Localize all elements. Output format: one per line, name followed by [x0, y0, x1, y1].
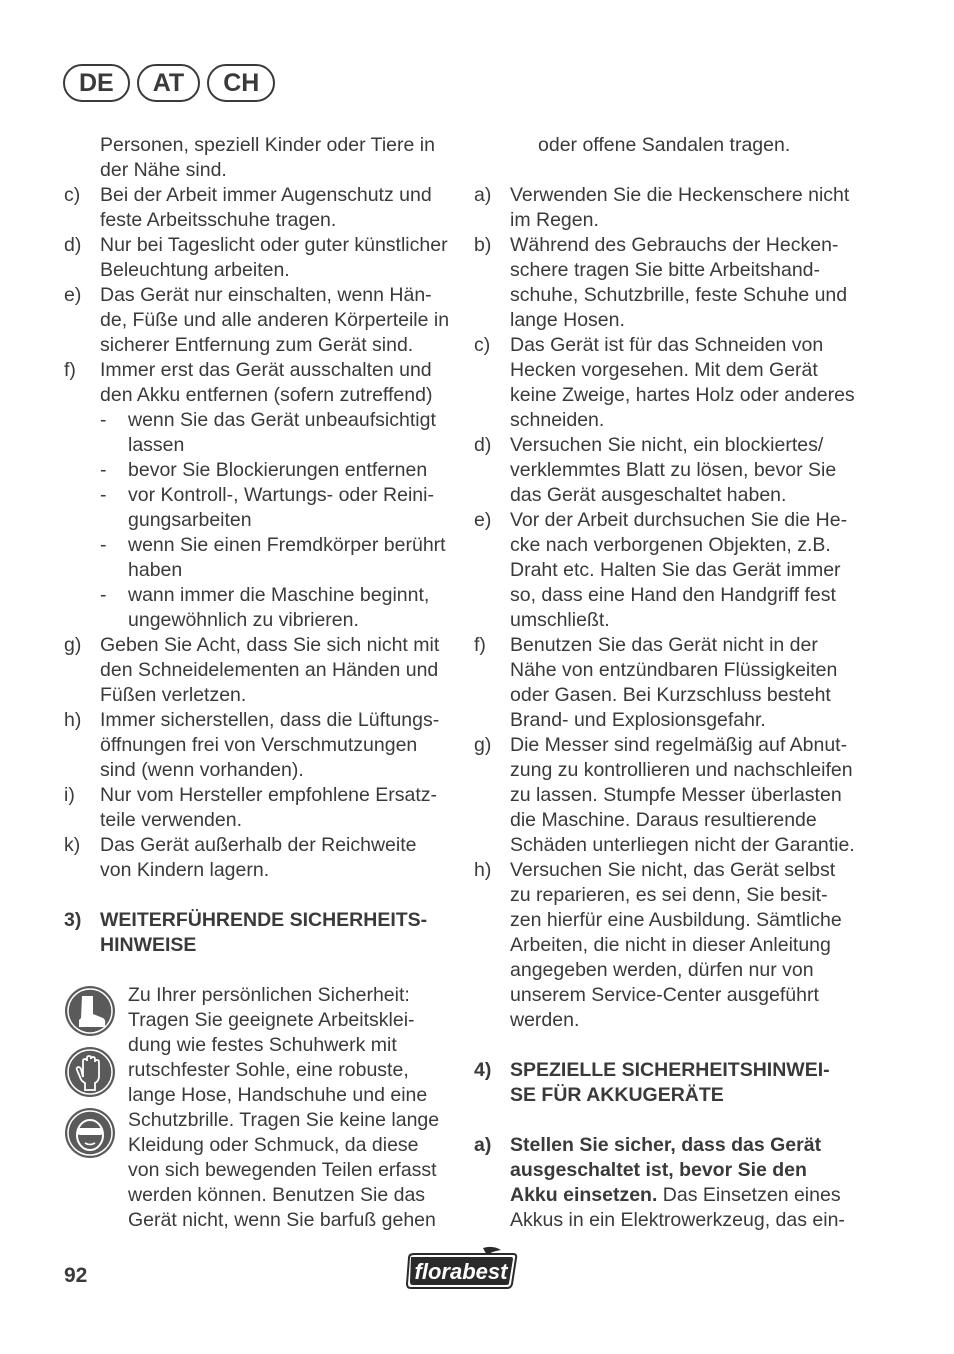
list-item-i [64, 783, 454, 833]
ppe-icons [64, 983, 128, 1233]
item-label: b) [474, 234, 492, 256]
text-line: wann immer die Maschine beginnt, [128, 584, 430, 606]
text-line: wenn Sie das Gerät unbeaufsichtigt [128, 409, 436, 431]
item-label: i) [64, 784, 75, 806]
dash-marker: - [100, 459, 107, 481]
text-line: Personen, speziell Kinder oder Tiere in [100, 134, 435, 156]
item-label: c) [474, 334, 491, 356]
text-line: Geben Sie Acht, dass Sie sich nicht mit [100, 634, 440, 656]
text-line: Versuchen Sie nicht, ein blockiertes/ [510, 434, 824, 456]
text-line: werden. [510, 1009, 580, 1031]
text-line: feste Arbeitsschuhe tragen. [100, 209, 337, 231]
text-line: Verwenden Sie die Heckenschere nicht [510, 184, 850, 206]
dash-marker: - [100, 534, 107, 556]
text-line: Das Gerät nur einschalten, wenn Hän- [100, 284, 432, 306]
text-line: Vor der Arbeit durchsuchen Sie die He- [510, 509, 848, 531]
text-line: Nur bei Tageslicht oder guter künstlicher [100, 234, 448, 256]
brand-logo [405, 1246, 519, 1290]
text-line: sicherer Entfernung zum Gerät sind. [100, 334, 414, 356]
heading-line: SPEZIELLE SICHERHEITSHINWEI- [510, 1059, 830, 1081]
list-item-g [64, 633, 454, 708]
list-item-f [64, 358, 454, 408]
text-line: Das Gerät außerhalb der Reichweite [100, 834, 417, 856]
text-line: Akkus in ein Elektrowerkzeug, das ein- [510, 1209, 845, 1231]
text-line: Die Messer sind regelmäßig auf Abnut- [510, 734, 848, 756]
bold-fragment: Akku einsetzen. [510, 1184, 658, 1206]
text-line: Schäden unterliegen nicht der Garantie. [510, 834, 855, 856]
text-line: Draht etc. Halten Sie das Gerät immer [510, 559, 841, 581]
section-heading-3 [64, 908, 454, 958]
text-line: Gerät nicht, wenn Sie barfuß gehen [128, 1209, 436, 1231]
text-line: umschließt. [510, 609, 610, 631]
text-line: so, dass eine Hand den Handgriff fest [510, 584, 836, 606]
safety-block [64, 983, 454, 1233]
dash-marker: - [100, 584, 107, 606]
item-label: g) [474, 734, 492, 756]
list-item-d [64, 233, 454, 283]
intro-text: oder offene Sandalen tragen. [538, 134, 791, 156]
text-line: das Gerät ausgeschaltet haben. [510, 484, 787, 506]
text-line: Zu Ihrer persönlichen Sicherheit: [128, 984, 410, 1006]
text-line: oder Gasen. Bei Kurzschluss besteht [510, 684, 831, 706]
text-line: schuhe, Schutzbrille, feste Schuhe und [510, 284, 848, 306]
text-line: den Schneidelementen an Händen und [100, 659, 439, 681]
list-item-g [474, 733, 874, 858]
item-label: e) [64, 284, 82, 306]
goggles-icon [64, 1107, 116, 1159]
text-line: bevor Sie Blockierungen entfernen [128, 459, 428, 481]
sub-item [64, 533, 454, 583]
item-label: d) [64, 234, 82, 256]
normal-fragment: Das Einsetzen eines [657, 1184, 841, 1206]
item-label: c) [64, 184, 81, 206]
text-line: von sich bewegenden Teilen erfasst [128, 1159, 437, 1181]
page-number: 92 [64, 1264, 88, 1287]
text-line: lassen [128, 434, 185, 456]
item-label: k) [64, 834, 81, 856]
text-line: Kleidung oder Schmuck, da diese [128, 1134, 419, 1156]
text-line: zu reparieren, es sei denn, Sie besit- [510, 884, 828, 906]
text-line: ungewöhnlich zu vibrieren. [128, 609, 359, 631]
text-line: von Kindern lagern. [100, 859, 270, 881]
list-item-a [474, 183, 874, 233]
list-item-h [474, 858, 874, 1033]
list-item-d [474, 433, 874, 508]
heading-line: WEITERFÜHRENDE SICHERHEITS- [100, 909, 428, 931]
text-line: sind (wenn vorhanden). [100, 759, 304, 781]
text-line: zen hierfür eine Ausbildung. Sämtliche [510, 909, 842, 931]
text-line: Benutzen Sie das Gerät nicht in der [510, 634, 818, 656]
text-line: Brand- und Explosionsgefahr. [510, 709, 766, 731]
item-label: g) [64, 634, 82, 656]
text-line: Nähe von entzündbaren Flüssigkeiten [510, 659, 838, 681]
section-number: 3) [64, 909, 82, 931]
text-line: dung wie festes Schuhwerk mit [128, 1034, 397, 1056]
section-number: 4) [474, 1059, 492, 1081]
text-line: gungsarbeiten [128, 509, 252, 531]
list-item-c [64, 183, 454, 233]
list-item-c [474, 333, 874, 433]
boot-icon [64, 985, 116, 1037]
sub-item [64, 408, 454, 458]
item-label: a) [474, 1134, 492, 1156]
text-line: der Nähe sind. [100, 159, 227, 181]
item-label: f) [474, 634, 486, 656]
badge-at: AT [137, 64, 200, 102]
text-line: wenn Sie einen Fremdkörper berührt [128, 534, 446, 556]
item-label: f) [64, 359, 76, 381]
heading-line: SE FÜR AKKUGERÄTE [510, 1084, 724, 1106]
text-line: werden können. Benutzen Sie das [128, 1184, 426, 1206]
text-line: Immer erst das Gerät ausschalten und [100, 359, 432, 381]
badge-de: DE [63, 64, 130, 102]
item-label: h) [474, 859, 492, 881]
sub-item [64, 583, 454, 633]
item-label: e) [474, 509, 492, 531]
heading-line: HINWEISE [100, 934, 197, 956]
text-line: vor Kontroll-, Wartungs- oder Reini- [128, 484, 434, 506]
glove-icon [64, 1046, 116, 1098]
text-line: rutschfester Sohle, eine robuste, [128, 1059, 409, 1081]
text-line: Hecken vorgesehen. Mit dem Gerät [510, 359, 818, 381]
list-item-e [64, 283, 454, 358]
text-line: schere tragen Sie bitte Arbeitshand- [510, 259, 821, 281]
list-item-b [474, 233, 874, 333]
sub-item [64, 483, 454, 533]
text-line: die Maschine. Daraus resultierende [510, 809, 817, 831]
text-line: angegeben werden, dürfen nur von [510, 959, 814, 981]
text-line: Nur vom Hersteller empfohlene Ersatz- [100, 784, 438, 806]
text-line: zu lassen. Stumpfe Messer überlasten [510, 784, 842, 806]
text-line: Während des Gebrauchs der Hecken- [510, 234, 839, 256]
intro-text [64, 133, 454, 183]
text-line: lange Hose, Handschuhe und eine [128, 1084, 428, 1106]
item-label: a) [474, 184, 492, 206]
text-line: lange Hosen. [510, 309, 625, 331]
list-item-e [474, 508, 874, 633]
text-line: Immer sicherstellen, dass die Lüftungs- [100, 709, 440, 731]
language-badges [63, 64, 275, 102]
text-line: de, Füße und alle anderen Körperteile in [100, 309, 450, 331]
list-item-h [64, 708, 454, 783]
right-column [474, 133, 874, 1233]
list-item-f [474, 633, 874, 733]
sub-item [64, 458, 454, 483]
brand-name: florabest [414, 1259, 508, 1284]
left-column [64, 133, 454, 1233]
text-line: keine Zweige, hartes Holz oder anderes [510, 384, 855, 406]
text-line: verklemmtes Blatt zu lösen, bevor Sie [510, 459, 837, 481]
text-line: im Regen. [510, 209, 599, 231]
safety-text [128, 983, 454, 1233]
text-line: Versuchen Sie nicht, das Gerät selbst [510, 859, 836, 881]
text-line: teile verwenden. [100, 809, 243, 831]
text-line: den Akku entfernen (sofern zutreffend) [100, 384, 433, 406]
bold-line: Stellen Sie sicher, dass das Gerät [510, 1134, 822, 1156]
text-line: schneiden. [510, 409, 605, 431]
dash-marker: - [100, 484, 107, 506]
text-line: Das Gerät ist für das Schneiden von [510, 334, 824, 356]
list-item-k [64, 833, 454, 883]
text-line: Tragen Sie geeignete Arbeitsklei- [128, 1009, 415, 1031]
text-line: öffnungen frei von Verschmutzungen [100, 734, 418, 756]
dash-marker: - [100, 409, 107, 431]
text-line: zung zu kontrollieren und nachschleifen [510, 759, 853, 781]
section-heading-4 [474, 1058, 874, 1108]
text-line: Bei der Arbeit immer Augenschutz und [100, 184, 432, 206]
text-line: Beleuchtung arbeiten. [100, 259, 290, 281]
text-line: Schutzbrille. Tragen Sie keine lange [128, 1109, 440, 1131]
text-line: Füßen verletzen. [100, 684, 247, 706]
mixed-line [510, 1183, 874, 1208]
text-line: Arbeiten, die nicht in dieser Anleitung [510, 934, 831, 956]
badge-ch: CH [207, 64, 275, 102]
list-item-a-akku [474, 1133, 874, 1233]
item-label: h) [64, 709, 82, 731]
text-line: unserem Service-Center ausgeführt [510, 984, 819, 1006]
text-line: cke nach verborgenen Objekten, z.B. [510, 534, 831, 556]
text-line: haben [128, 559, 183, 581]
item-label: d) [474, 434, 492, 456]
bold-line: ausgeschaltet ist, bevor Sie den [510, 1159, 807, 1181]
